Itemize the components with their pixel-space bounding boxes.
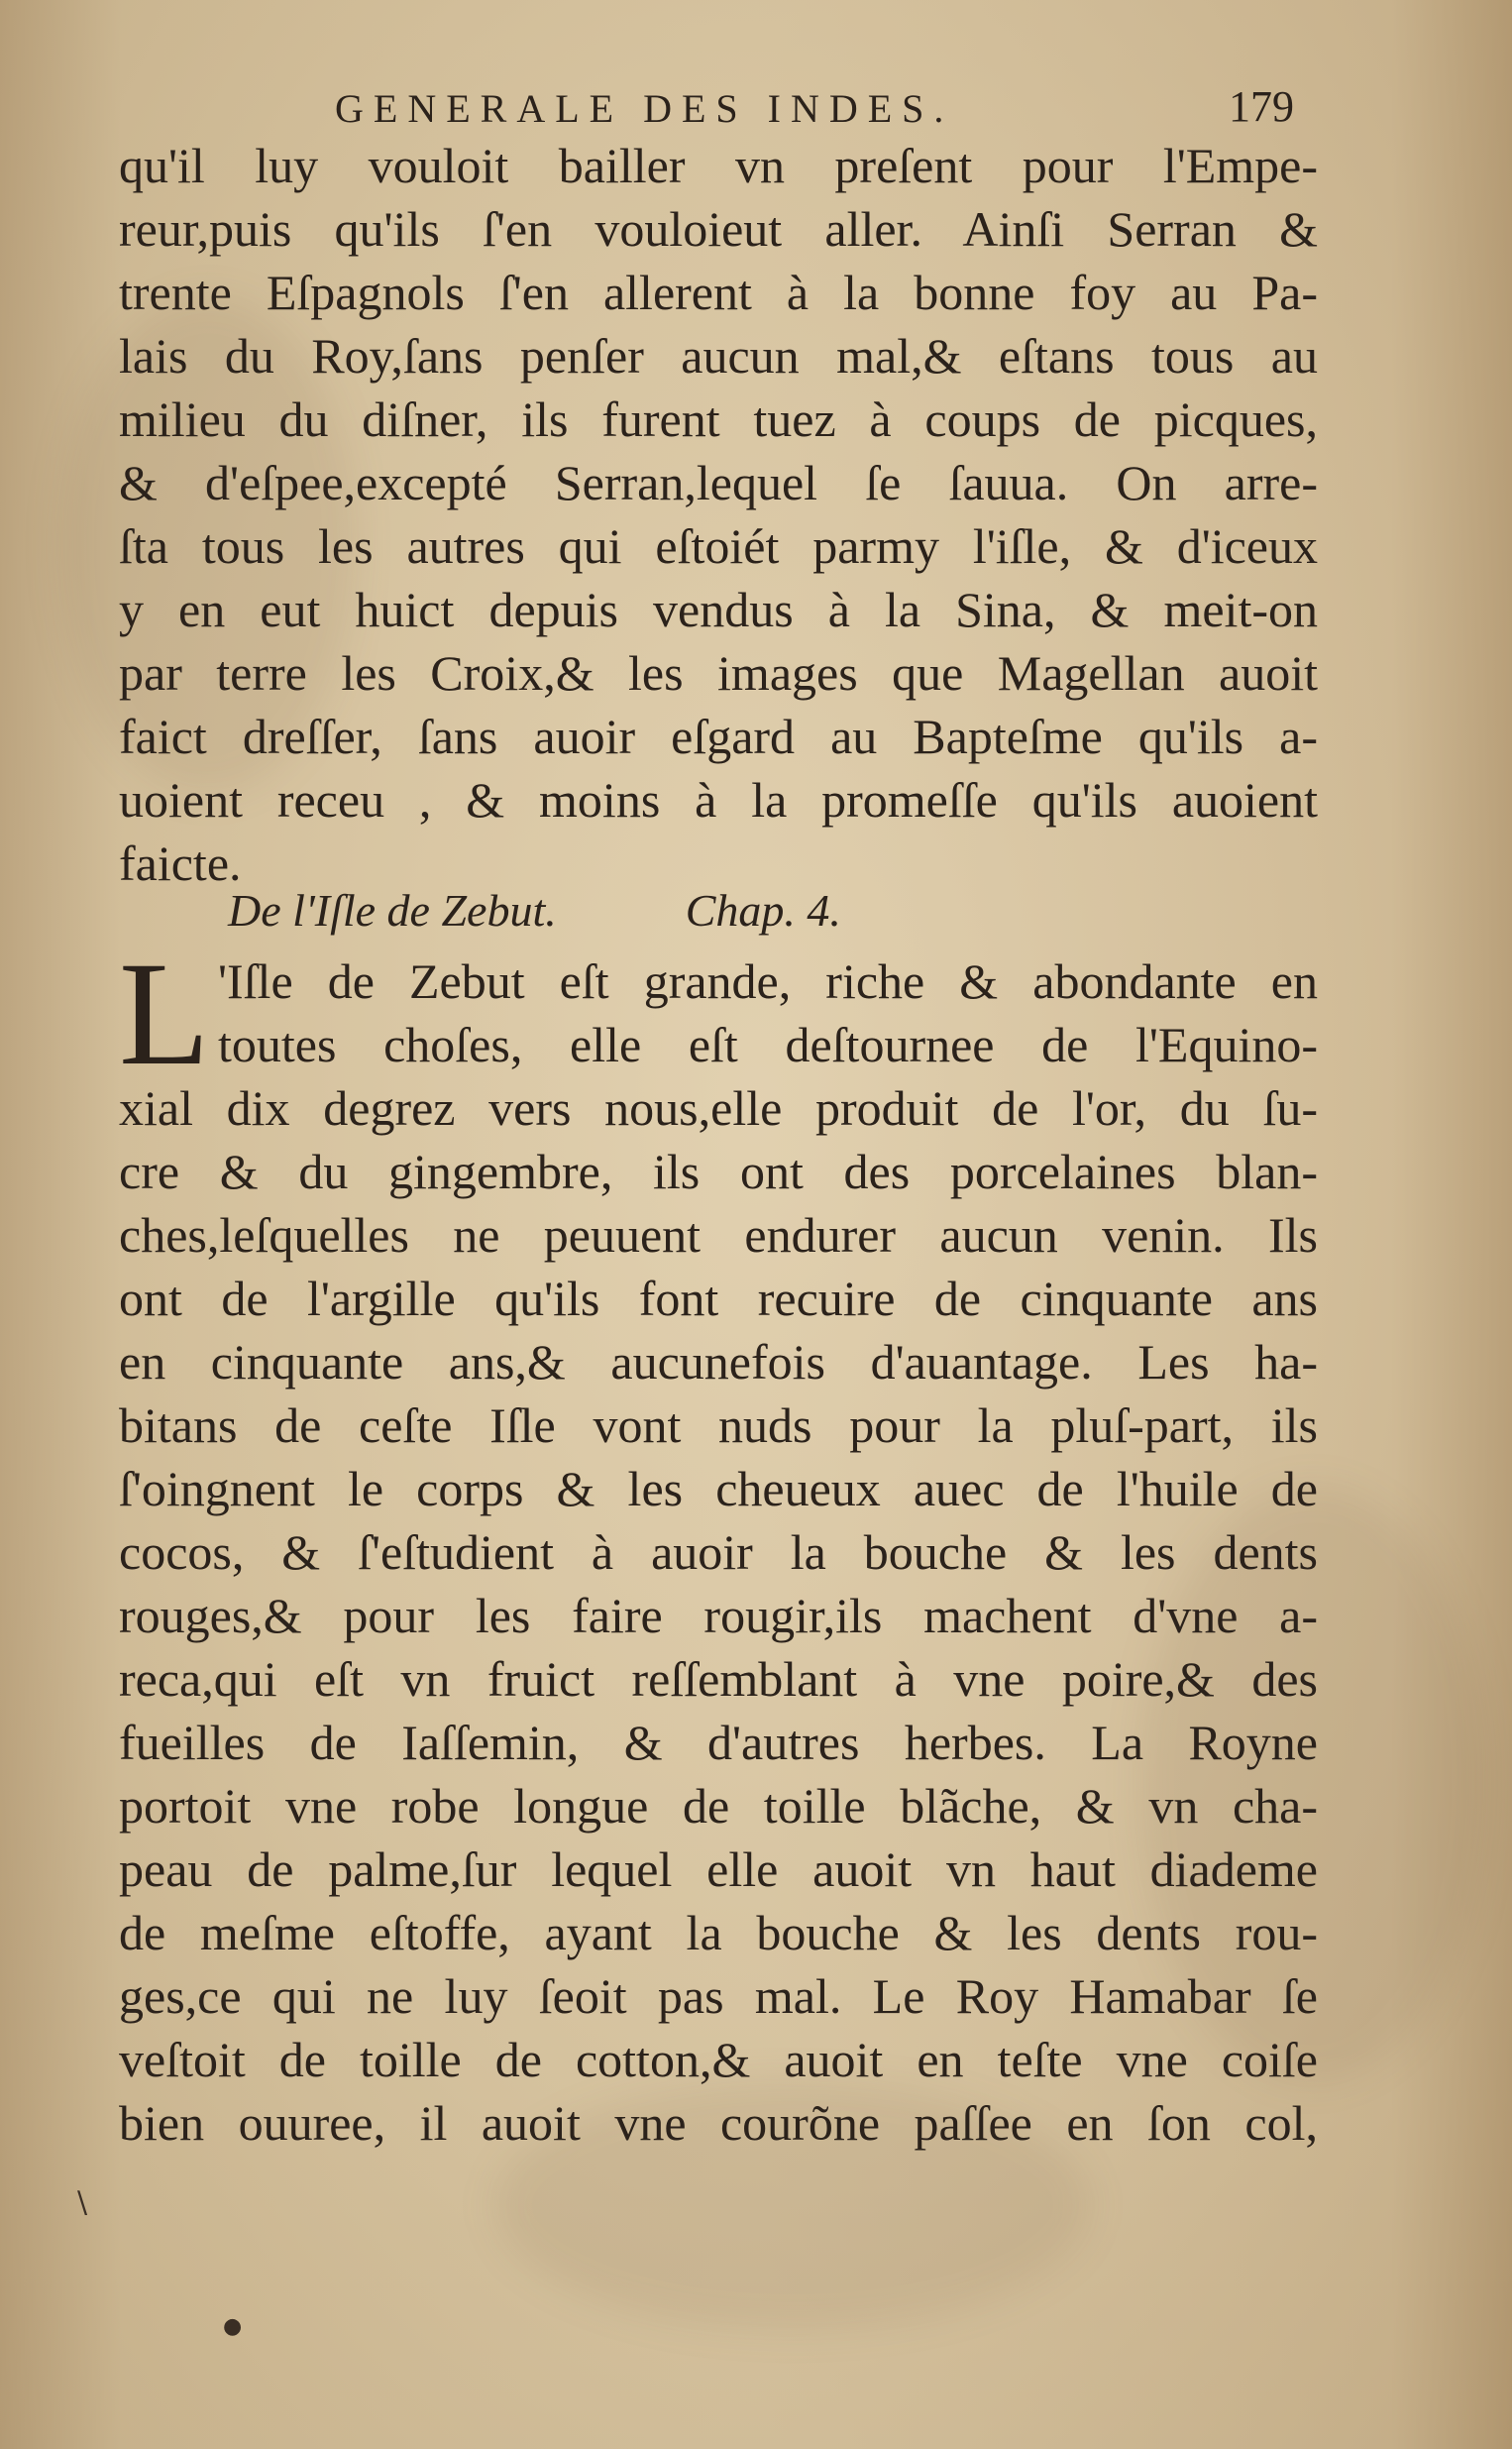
page-header [335, 82, 1326, 135]
text-line: ches,leſquelles ne peuuent endurer aucun venin. Ils [119, 1207, 1318, 1263]
text-line: ont de l'argille qu'ils font recuire de cinquante ans [119, 1271, 1318, 1326]
text-line: par terre les Croix,& les images que Magellan auoit [119, 645, 1318, 701]
text-line: faict dreſſer, ſans auoir eſgard au Bapteſme qu'ils a- [119, 709, 1318, 764]
chapter-number: Chap. 4. [685, 885, 841, 936]
text-line: cocos, & ſ'eſtudient à auoir la bouche & les dents [119, 1524, 1318, 1580]
text-line: de meſme eſtoffe, ayant la bouche & les dents rou- [119, 1905, 1318, 1960]
text-line: milieu du diſner, ils furent tuez à coups de picques, [119, 391, 1318, 447]
text-line: ges,ce qui ne luy ſeoit pas mal. Le Roy Hamabar ſe [119, 1968, 1318, 2024]
text-line: qu'il luy vouloit bailler vn preſent pour l'Empe- [119, 138, 1318, 193]
margin-mark: \ [77, 2185, 88, 2220]
text-line: 'Iſle de Zebut eſt grande, riche & abondante en [218, 953, 1318, 1009]
text-line: ſ'oingnent le corps & les cheueux auec de l'huile de [119, 1461, 1318, 1516]
text-line: peau de palme,ſur lequel elle auoit vn haut diademe [119, 1841, 1318, 1897]
text-line: portoit vne robe longue de toille blãche, & vn cha- [119, 1778, 1318, 1834]
text-line: & d'eſpee,excepté Serran,lequel ſe ſauua. On arre- [119, 455, 1318, 510]
text-line: bien ouuree, il auoit vne courõne paſſee en ſon col, [119, 2095, 1318, 2151]
text-line: uoient receu , & moins à la promeſſe qu'ils auoient [119, 772, 1318, 828]
text-line: trente Eſpagnols ſ'en allerent à la bonne foy au Pa- [119, 265, 1318, 320]
text-line: toutes choſes, elle eſt deſtournee de l'Equino- [218, 1017, 1318, 1072]
text-line: cre & du gingembre, ils ont des porcelaines blan- [119, 1144, 1318, 1199]
drop-cap: L [119, 932, 210, 1096]
text-line: en cinquante ans,& aucunefois d'auantage. Les ha- [119, 1334, 1318, 1390]
running-head: GENERALE DES INDES. [335, 86, 954, 131]
ink-dot: ● [223, 2314, 243, 2339]
text-line: veſtoit de toille de cotton,& auoit en teſte vne coiſe [119, 2032, 1318, 2087]
text-line: faicte. [119, 835, 242, 891]
text-line: ſta tous les autres qui eſtoiét parmy l'iſle, & d'iceux [119, 518, 1318, 574]
chapter-heading [228, 884, 841, 937]
text-line: bitans de ceſte Iſle vont nuds pour la pluſ-part, ils [119, 1397, 1318, 1453]
chapter-title: De l'Iſle de Zebut. [228, 885, 557, 936]
text-line: fueilles de Iaſſemin, & d'autres herbes. La Royne [119, 1715, 1318, 1770]
text-line: xial dix degrez vers nous,elle produit de l'or, du ſu- [119, 1080, 1318, 1136]
text-line: reur,puis qu'ils ſ'en vouloieut aller. Ainſi Serran & [119, 201, 1318, 257]
text-line: y en eut huict depuis vendus à la Sina, & meit-on [119, 582, 1318, 637]
text-line: lais du Roy,ſans penſer aucun mal,& eſtans tous au [119, 328, 1318, 384]
text-line: rouges,& pour les faire rougir,ils machent d'vne a- [119, 1588, 1318, 1643]
page-number: 179 [1229, 82, 1294, 131]
text-line: reca,qui eſt vn fruict reſſemblant à vne poire,& des [119, 1651, 1318, 1707]
